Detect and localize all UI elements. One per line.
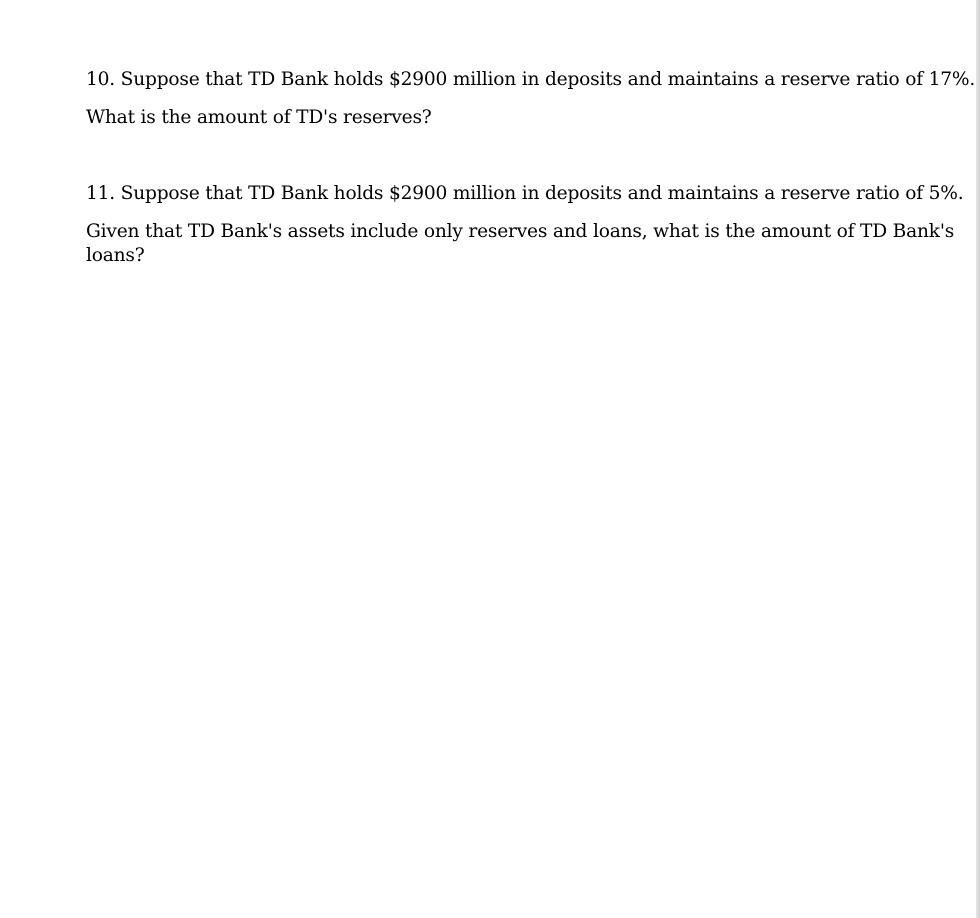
document-body [86,68,976,268]
question-10-prompt: 10. Suppose that TD Bank holds $2900 million in deposits and maintains a reserve ratio of 17%. [86,69,976,90]
question-11-ask-continued: loans? [86,245,145,266]
question-10-ask: What is the amount of TD's reserves? [86,107,432,128]
question-10 [86,68,976,130]
page-edge-divider [976,0,980,918]
question-11-prompt: 11. Suppose that TD Bank holds $2900 million in deposits and maintains a reserve ratio of 5%. [86,183,964,204]
question-11 [86,182,964,268]
question-11-ask: Given that TD Bank's assets include only reserves and loans, what is the amount of TD Bank's [86,221,955,242]
